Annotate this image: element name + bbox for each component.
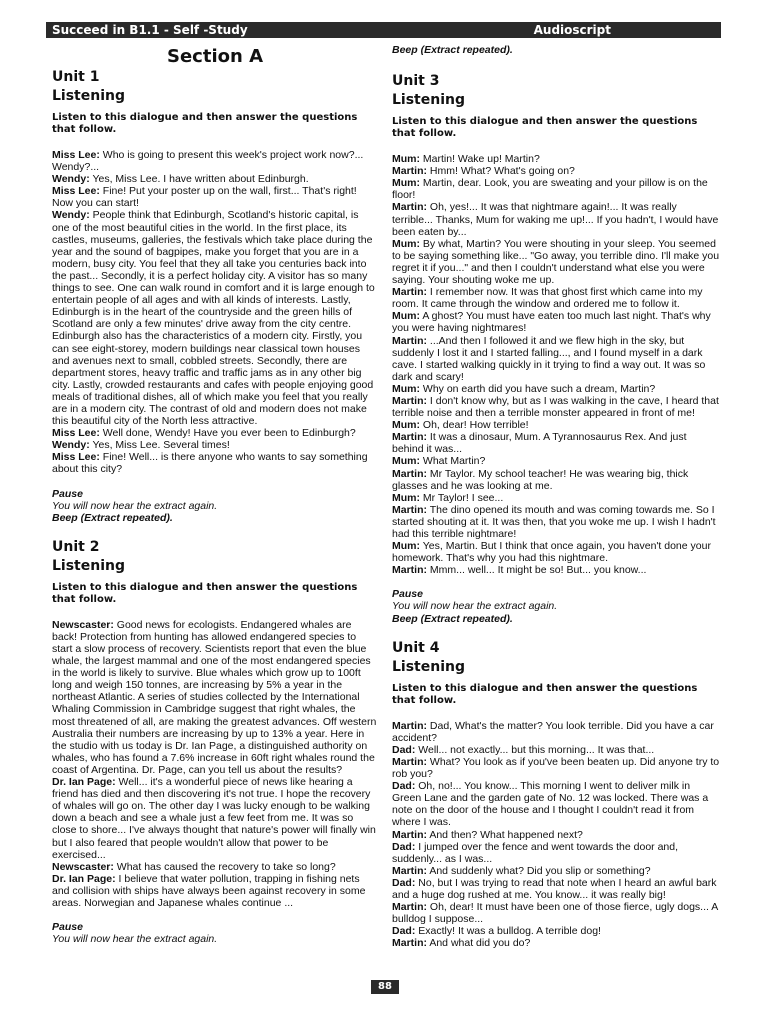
dialogue-line xyxy=(52,873,378,909)
unit-2-subtitle: Listening xyxy=(52,557,125,574)
unit-4-dialogue xyxy=(392,720,720,950)
speech-text: Hmm! What? What's going on? xyxy=(429,165,575,178)
speech-text: No, but I was trying to read that note when I heard an awful bark and a huge dog rushed at me. You know... it was really big! xyxy=(392,876,717,901)
unit-3-dialogue xyxy=(392,153,720,576)
speaker-name: Mum: xyxy=(392,491,420,504)
dialogue-line xyxy=(392,395,720,419)
speech-text: Good news for ecologists. Endangered whales are back! Protection from hunting has allowed endangered species to start a slow process of recovery. Scientists report that even the blue whale, the largest mammal and one of the most endangered species in the world is likely to survive. Blue whales which grow up to 100ft long and weigh 150 tonnes, are increasing by 5% a year in the northeast Atlantic. A series of studies collected by the International Whaling Commission in Cambridge suggest that right whales, the most threatened of all, are making the greatest advances. Off western Australia their numbers are increasing by up to 13% a year. Here in the studio with us today is Dr. Ian Page, a distinguished authority on whales, who has found a 7.6% increase in 60ft right whales round the coast of Argentina. Dr. Page, can you tell us about the results? xyxy=(52,618,377,776)
dialogue-line xyxy=(392,925,720,937)
speaker-name: Wendy: xyxy=(52,439,90,452)
speaker-name: Martin: xyxy=(392,467,427,480)
dialogue-line xyxy=(392,780,720,828)
dialogue-line xyxy=(392,165,720,177)
speech-text: Yes, Miss Lee. Several times! xyxy=(92,439,230,452)
speaker-name: Mum: xyxy=(392,419,420,432)
dialogue-line xyxy=(52,861,378,873)
unit-1-beep: Beep (Extract repeated). xyxy=(52,511,173,524)
speech-text: Well... not exactly... but this morning... It was that... xyxy=(418,743,655,756)
speaker-name: Dr. Ian Page: xyxy=(52,776,116,789)
left-column xyxy=(52,44,378,945)
right-column xyxy=(392,44,720,949)
speech-text: Martin! Wake up! Martin? xyxy=(422,153,540,166)
dialogue-line xyxy=(52,185,378,209)
speaker-name: Newscaster: xyxy=(52,618,114,631)
dialogue-line xyxy=(392,177,720,201)
speech-text: I believe that water pollution, trapping in fishing nets and collision with ships have always been against recovery in some areas. Norwegian and Japanese whales continue ... xyxy=(52,872,366,909)
dialogue-line xyxy=(52,451,378,475)
speech-text: Fine! Put your poster up on the wall, first... That's right! Now you can start! xyxy=(52,185,357,210)
unit-2-title: Unit 2 xyxy=(52,538,100,555)
speaker-name: Wendy: xyxy=(52,173,90,186)
speech-text: Oh, dear! How terrible! xyxy=(422,419,529,432)
dialogue-line xyxy=(52,209,378,427)
speech-text: And suddenly what? Did you slip or something? xyxy=(429,864,651,877)
dialogue-line xyxy=(52,619,378,776)
page-number: 88 xyxy=(371,980,399,994)
unit-2-pause: Pause xyxy=(52,921,83,934)
dialogue-line xyxy=(392,564,720,576)
dialogue-line xyxy=(392,540,720,564)
speech-text: Well... it's a wonderful piece of news like hearing a friend has died and then discovering it's not true. I hope the recovery of whales will go on. The other day I was lucky enough to be walking down a beach and see a whale just a few feet from me. It was so close to shore... I've always thought that nature's power will finally win but I also feared that people wouldn't allow that power to be exercised... xyxy=(52,776,376,861)
speaker-name: Dad: xyxy=(392,840,416,853)
speech-text: And then? What happened next? xyxy=(429,828,583,841)
unit-4-instruction: Listen to this dialogue and then answer the questions that follow. xyxy=(392,682,698,706)
speaker-name: Mum: xyxy=(392,237,420,250)
speaker-name: Mum: xyxy=(392,455,420,468)
speech-text: What Martin? xyxy=(422,455,486,468)
speaker-name: Mum: xyxy=(392,540,420,553)
speech-text: What has caused the recovery to take so long? xyxy=(116,860,336,873)
speech-text: What? You look as if you've been beaten up. Did anyone try to rob you? xyxy=(392,755,720,781)
dialogue-line xyxy=(392,865,720,877)
dialogue-line xyxy=(392,901,720,925)
dialogue-line xyxy=(392,153,720,165)
dialogue-line xyxy=(392,492,720,504)
speaker-name: Martin: xyxy=(392,937,427,950)
speech-text: Why on earth did you have such a dream, Martin? xyxy=(422,382,656,395)
speech-text: Dad, What's the matter? You look terrible. Did you have a car accident? xyxy=(392,719,714,744)
speech-text: Yes, Martin. But I think that once again, you haven't done your homework. That's why you had this nightmare. xyxy=(392,540,711,565)
speech-text: People think that Edinburgh, Scotland's historic capital, is one of the most beautiful cities in the world. In the first place, its castles, museums, galleries, the festivals which take place during the year and the sound of bagpipes, make you forget that you are in a modern, busy city. You feel that they all take you centuries back into the past... Secondly, it is a perfect holiday city. A visitor has so many things to see. One can walk round in comfort and it is large enough to entertain people of all ages and with all kinds of interests. Lastly, Edinburgh is in the heart of the countryside and the green hills of Scotland are only a few minutes' drive away from the city centre. Edinburgh also has the characteristics of a modern city. Firstly, you can see eight-storey, modern buildings near classical town houses and avenues next to small, cobbled streets. Secondly, there are department stores, heavy traffic and traffic jams as in any other big city. Lastly, crowded restaurants and cafes with people enjoying good meals of traditional dishes, all of which make you feel that you really are in a modern city. The contrast of old and modern does not make this beautiful city of the North less attractive. xyxy=(52,209,375,428)
speech-text: Yes, Miss Lee. I have written about Edinburgh. xyxy=(92,173,309,186)
speaker-name: Martin: xyxy=(392,503,427,516)
section-title: Section A xyxy=(167,46,263,67)
dialogue-line xyxy=(392,841,720,865)
speech-text: I don't know why, but as I was walking in the cave, I heard that terrible noise and then a terrible monster appeared in front of me! xyxy=(392,394,719,420)
dialogue-line xyxy=(392,744,720,756)
dialogue-line xyxy=(392,877,720,901)
speaker-name: Martin: xyxy=(392,901,427,914)
dialogue-line xyxy=(392,720,720,744)
speaker-name: Dad: xyxy=(392,743,416,756)
unit-1-again: You will now hear the extract again. xyxy=(52,499,218,512)
speech-text: Mr Taylor! I see... xyxy=(422,491,504,504)
speech-text: I jumped over the fence and went towards the door and, suddenly... as I was... xyxy=(392,840,679,865)
speech-text: I remember now. It was that ghost first which came into my room. It came through the window and ordered me to follow it. xyxy=(392,286,703,311)
unit-1-instruction: Listen to this dialogue and then answer the questions that follow. xyxy=(52,112,358,135)
dialogue-line xyxy=(392,455,720,467)
dialogue-line xyxy=(392,238,720,286)
dialogue-line xyxy=(392,310,720,334)
dialogue-line xyxy=(392,468,720,492)
speaker-name: Dad: xyxy=(392,780,416,793)
page-header xyxy=(46,22,721,38)
dialogue-line xyxy=(52,776,378,861)
speech-text: Exactly! It was a bulldog. A terrible dog! xyxy=(418,925,601,938)
unit-2-beep: Beep (Extract repeated). xyxy=(392,44,513,56)
dialogue-line xyxy=(392,504,720,540)
speaker-name: Miss Lee: xyxy=(52,185,100,198)
speech-text: Mr Taylor. My school teacher! He was wearing big, thick glasses and he was looking at me. xyxy=(392,467,689,492)
unit-1-title: Unit 1 xyxy=(52,69,100,85)
speech-text: Mmm... well... It might be so! But... you know... xyxy=(429,564,647,577)
speaker-name: Dad: xyxy=(392,925,416,938)
speech-text: By what, Martin? You were shouting in your sleep. You seemed to be saying something like... "Go away, you terrible dino. I'll make you regret it if you..." and then I couldn't understand what else you were saying. Your shouting woke me up. xyxy=(392,237,720,287)
unit-1-pause: Pause xyxy=(52,487,83,500)
speaker-name: Martin: xyxy=(392,165,427,178)
speaker-name: Dr. Ian Page: xyxy=(52,872,116,885)
speaker-name: Wendy: xyxy=(52,209,90,222)
speaker-name: Dad: xyxy=(392,876,416,889)
speech-text: Oh, yes!... It was that nightmare again!... It was really terrible... Thanks, Mum for waking me up!... If you hadn't, I would have been eaten by... xyxy=(392,201,719,238)
unit-2-instruction: Listen to this dialogue and then answer the questions that follow. xyxy=(52,581,358,605)
speech-text: Well done, Wendy! Have you ever been to Edinburgh? xyxy=(102,427,356,440)
speaker-name: Newscaster: xyxy=(52,860,114,873)
speaker-name: Martin: xyxy=(392,201,427,214)
unit-2-again: You will now hear the extract again. xyxy=(52,933,218,946)
dialogue-line xyxy=(392,829,720,841)
dialogue-line xyxy=(52,173,378,185)
speaker-name: Martin: xyxy=(392,431,427,444)
speaker-name: Martin: xyxy=(392,828,427,841)
unit-3-subtitle: Listening xyxy=(392,92,465,109)
speaker-name: Martin: xyxy=(392,719,427,732)
dialogue-line xyxy=(52,439,378,451)
unit-3-title: Unit 3 xyxy=(392,73,440,90)
dialogue-line xyxy=(392,937,720,949)
dialogue-line xyxy=(392,756,720,780)
speaker-name: Martin: xyxy=(392,394,427,407)
speech-text: Martin, dear. Look, you are sweating and your pillow is on the floor! xyxy=(392,177,708,202)
speaker-name: Miss Lee: xyxy=(52,427,100,440)
unit-2-dialogue xyxy=(52,619,378,909)
speaker-name: Martin: xyxy=(392,564,427,577)
unit-1-dialogue xyxy=(52,149,378,476)
speaker-name: Mum: xyxy=(392,310,420,323)
header-book-title: Succeed in B1.1 - Self -Study xyxy=(52,23,248,37)
unit-4-subtitle: Listening xyxy=(392,658,465,675)
speech-text: And what did you do? xyxy=(429,937,531,950)
speaker-name: Martin: xyxy=(392,286,427,299)
unit-3-instruction: Listen to this dialogue and then answer the questions that follow. xyxy=(392,116,698,140)
speaker-name: Mum: xyxy=(392,153,420,166)
speech-text: ...And then I followed it and we flew high in the sky, but suddenly I lost it and I started falling..., and I found myself in a dark cave. I started walking quickly in it trying to find a way out. It was so dark and scary! xyxy=(392,334,706,383)
dialogue-line xyxy=(392,431,720,455)
speaker-name: Martin: xyxy=(392,755,427,768)
dialogue-line xyxy=(392,286,720,310)
speech-text: The dino opened its mouth and was coming towards me. So I started shouting at it. It was then, that you woke me up. I wish I hadn't had this terrible nightmare! xyxy=(392,503,716,540)
speech-text: Who is going to present this week's project work now?... Wendy?... xyxy=(52,149,364,174)
speaker-name: Martin: xyxy=(392,864,427,877)
speaker-name: Miss Lee: xyxy=(52,149,100,161)
unit-3-pause: Pause xyxy=(392,588,423,601)
unit-3-beep: Beep (Extract repeated). xyxy=(392,612,513,625)
speech-text: Oh, dear! It must have been one of those fierce, ugly dogs... A bulldog I suppose... xyxy=(392,901,718,926)
unit-1-subtitle: Listening xyxy=(52,88,125,104)
speech-text: Oh, no!... You know... This morning I went to deliver milk in Green Lane and the garden gate of No. 12 was locked. There was a note on the door of the house and I thought I couldn't read it from where I was. xyxy=(392,780,709,829)
speaker-name: Miss Lee: xyxy=(52,451,100,464)
speech-text: Fine! Well... is there anyone who wants to say something about this city? xyxy=(52,451,368,476)
speaker-name: Mum: xyxy=(392,382,420,395)
dialogue-line xyxy=(392,201,720,237)
dialogue-line xyxy=(392,335,720,383)
speaker-name: Martin: xyxy=(392,334,427,347)
dialogue-line xyxy=(52,427,378,439)
speech-text: It was a dinosaur, Mum. A Tyrannosaurus Rex. And just behind it was... xyxy=(392,431,687,456)
unit-4-title: Unit 4 xyxy=(392,639,440,656)
speaker-name: Mum: xyxy=(392,177,420,190)
unit-3-again: You will now hear the extract again. xyxy=(392,600,558,613)
speech-text: A ghost? You must have eaten too much last night. That's why you were having nightmares! xyxy=(392,310,711,335)
dialogue-line xyxy=(392,419,720,431)
dialogue-line xyxy=(392,383,720,395)
dialogue-line xyxy=(52,149,378,173)
header-section-label: Audioscript xyxy=(533,23,611,37)
